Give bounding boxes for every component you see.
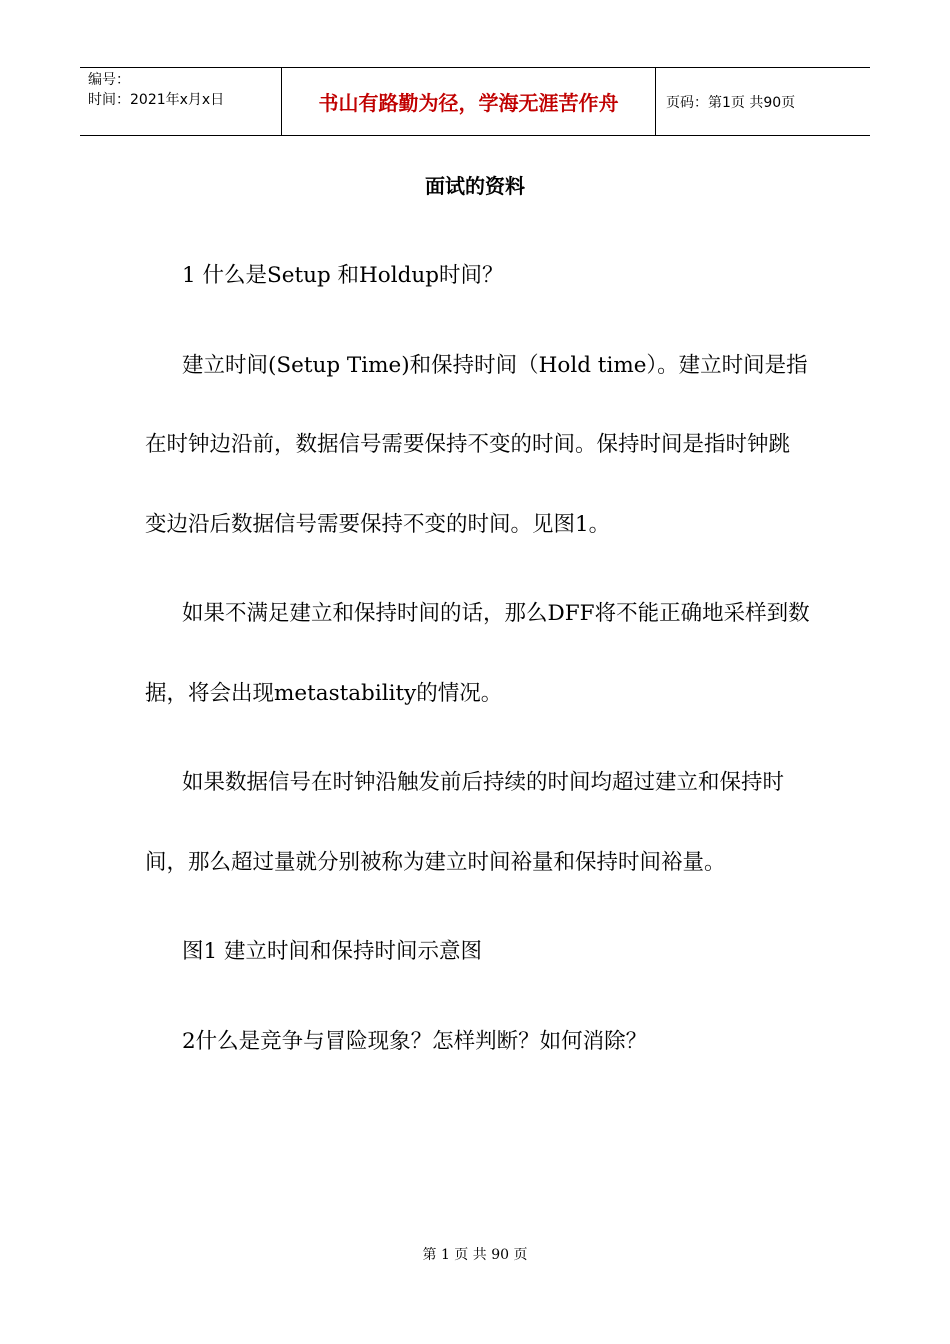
paragraph-question-1: 1 什么是Setup 和Holdup时间？ <box>182 263 504 288</box>
header-page-info: 页码：第1页 共90页 <box>666 94 796 111</box>
page-footer: 第 1 页 共 90 页 <box>422 1247 528 1263</box>
figure-caption: 图1 建立时间和保持时间示意图 <box>182 939 483 964</box>
header-motto: 书山有路勤为径，学海无涯苦作舟 <box>318 91 619 115</box>
paragraph-setup-hold-definition: 建立时间(Setup Time)和保持时间（Hold time）。建立时间是指在时钟边沿前，数据信号需要保持不变的时间。保持时间是指时钟跳变边沿后数据信号需要保持不变的时间。见图1。 <box>145 352 808 537</box>
header-meta-cell <box>80 68 282 135</box>
header-page-cell <box>656 68 870 135</box>
document-body <box>145 236 810 1081</box>
header-number-label: 编号： <box>88 72 130 88</box>
paragraph-margin: 如果数据信号在时钟沿触发前后持续的时间均超过建立和保持时间，那么超过量就分别被称为建立时间裕量和保持时间裕量。 <box>145 770 785 875</box>
header-motto-cell <box>282 68 656 135</box>
paragraph-metastability: 如果不满足建立和保持时间的话，那么DFF将不能正确地采样到数据，将会出现metastability的情况。 <box>145 601 810 706</box>
header-date-label: 时间：2021年x月x日 <box>88 92 225 108</box>
paragraph-question-2: 2什么是竞争与冒险现象？怎样判断？如何消除？ <box>182 1028 648 1054</box>
document-title: 面试的资料 <box>425 174 525 198</box>
document-header <box>80 67 870 136</box>
